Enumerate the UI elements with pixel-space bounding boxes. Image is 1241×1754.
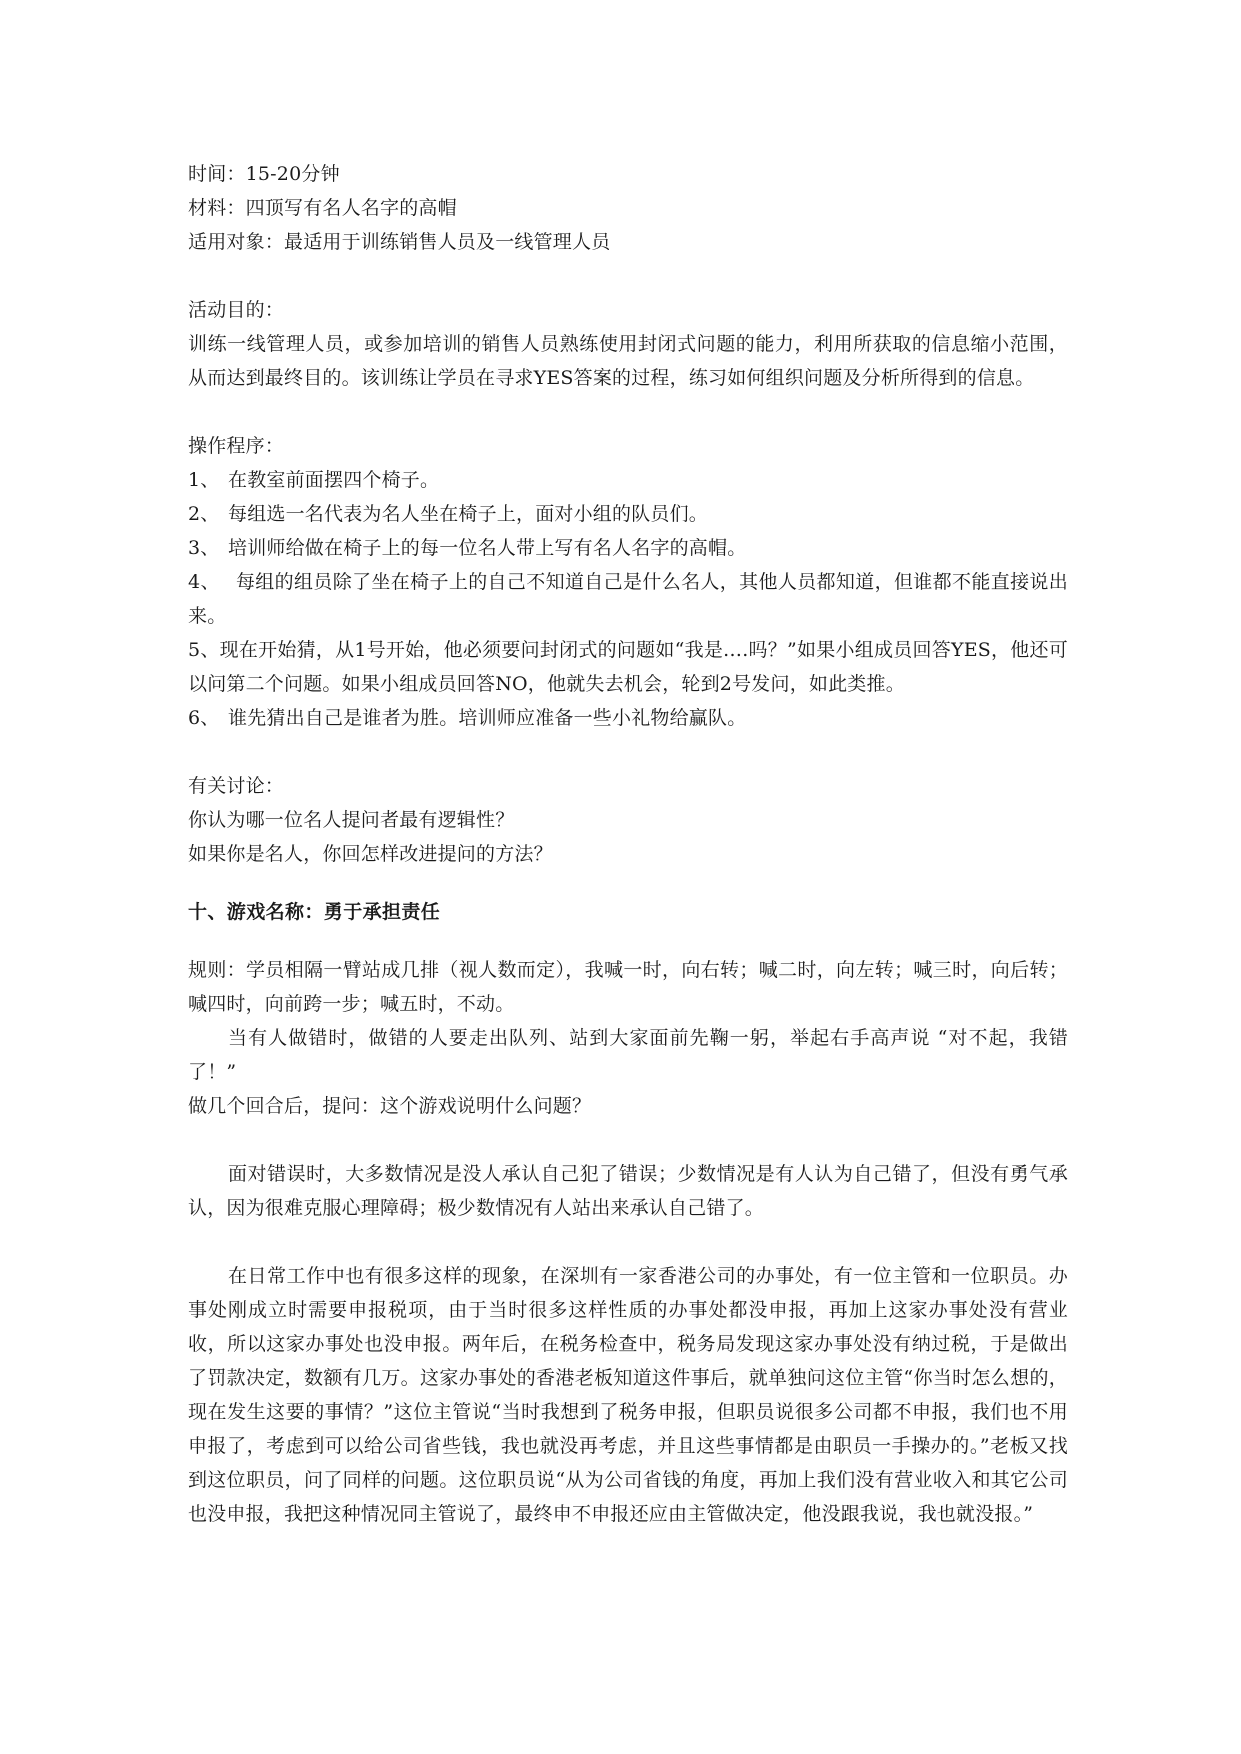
purpose-text: 训练一线管理人员，或参加培训的销售人员熟练使用封闭式问题的能力，利用所获取的信息缩小范围，从而达到最终目的。该训练让学员在寻求YES答案的过程，练习如何组织问题及分析所得到的信息。 <box>188 333 1068 389</box>
procedure-step <box>188 497 1068 531</box>
step-text: 每组选一名代表为名人坐在椅子上，面对小组的队员们。 <box>228 503 709 525</box>
discussion-title: 有关讨论： <box>188 775 285 797</box>
procedure-step <box>188 701 1068 735</box>
document-page <box>188 157 1068 1531</box>
spacer <box>188 1123 1068 1157</box>
discussion-question: 如果你是名人，你回怎样改进提问的方法？ <box>188 843 553 865</box>
story-text: 在日常工作中也有很多这样的现象，在深圳有一家香港公司的办事处，有一位主管和一位职员。办事处刚成立时需要申报税项，由于当时很多这样性质的办事处都没申报，再加上这家办事处没有营业收，所以这家办事处也没申报。两年后，在税务检查中，税务局发现这家办事处没有纳过税，于是做出了罚款决定，数额有几万。这家办事处的香港老板知道这件事后，就单独问这位主管“你当时怎么想的，现在发生这要的事情？”这位主管说“当时我想到了税务申报，但职员说很多公司都不申报，我们也不用申报了，考虑到可以给公司省些钱，我也就没再考虑，并且这些事情都是由职员一手操办的。”老板又找到这位职员，问了同样的问题。这位职员说“从为公司省钱的角度，再加上我们没有营业收入和其它公司也没申报，我把这种情况同主管说了，最终申不申报还应由主管做决定，他没跟我说，我也就没报。” <box>188 1265 1068 1525</box>
procedure-step <box>188 531 1068 565</box>
spacer <box>188 929 1068 953</box>
section-heading: 十、游戏名称：勇于承担责任 <box>188 901 441 923</box>
step-number: 2、 <box>188 503 220 525</box>
procedure-step <box>188 463 1068 497</box>
step-text: 培训师给做在椅子上的每一位名人带上写有名人名字的高帽。 <box>228 537 747 559</box>
rules-text: 规则：学员相隔一臂站成几排（视人数而定），我喊一时，向右转；喊二时，向左转；喊三时，向后转；喊四时，向前跨一步；喊五时，不动。 <box>188 959 1068 1015</box>
analysis-text: 面对错误时，大多数情况是没人承认自己犯了错误；少数情况是有人认为自己错了，但没有勇气承认，因为很难克服心理障碍；极少数情况有人站出来承认自己错了。 <box>188 1163 1068 1219</box>
spacer <box>188 1225 1068 1259</box>
audience-line: 适用对象：最适用于训练销售人员及一线管理人员 <box>188 231 611 253</box>
material-line: 材料：四顶写有名人名字的高帽 <box>188 197 457 219</box>
step-number: 6、 <box>188 707 220 729</box>
spacer <box>188 735 1068 769</box>
discussion-question: 你认为哪一位名人提问者最有逻辑性？ <box>188 809 515 831</box>
spacer <box>188 395 1068 429</box>
time-line: 时间：15-20分钟 <box>188 163 340 185</box>
step-text: 在教室前面摆四个椅子。 <box>228 469 440 491</box>
step-number: 4、 <box>188 571 220 593</box>
procedure-step <box>188 633 1068 701</box>
purpose-title: 活动目的： <box>188 299 285 321</box>
step-number: 3、 <box>188 537 220 559</box>
spacer <box>188 871 1068 895</box>
question-text: 做几个回合后，提问：这个游戏说明什么问题？ <box>188 1095 592 1117</box>
procedure-title: 操作程序： <box>188 435 285 457</box>
mistake-text: 当有人做错时，做错的人要走出队列、站到大家面前先鞠一躬，举起右手高声说 “对不起，我错了！” <box>188 1027 1068 1083</box>
step-text: 谁先猜出自己是谁者为胜。培训师应准备一些小礼物给赢队。 <box>228 707 747 729</box>
step-text: 5、现在开始猜，从1号开始，他必须要问封闭式的问题如“我是….吗？”如果小组成员回答YES，他还可以问第二个问题。如果小组成员回答NO，他就失去机会，轮到2号发问，如此类推。 <box>188 639 1068 695</box>
step-number: 1、 <box>188 469 220 491</box>
spacer <box>188 259 1068 293</box>
step-text: 每组的组员除了坐在椅子上的自己不知道自己是什么名人，其他人员都知道，但谁都不能直接说出来。 <box>188 571 1068 627</box>
procedure-step <box>188 565 1068 633</box>
